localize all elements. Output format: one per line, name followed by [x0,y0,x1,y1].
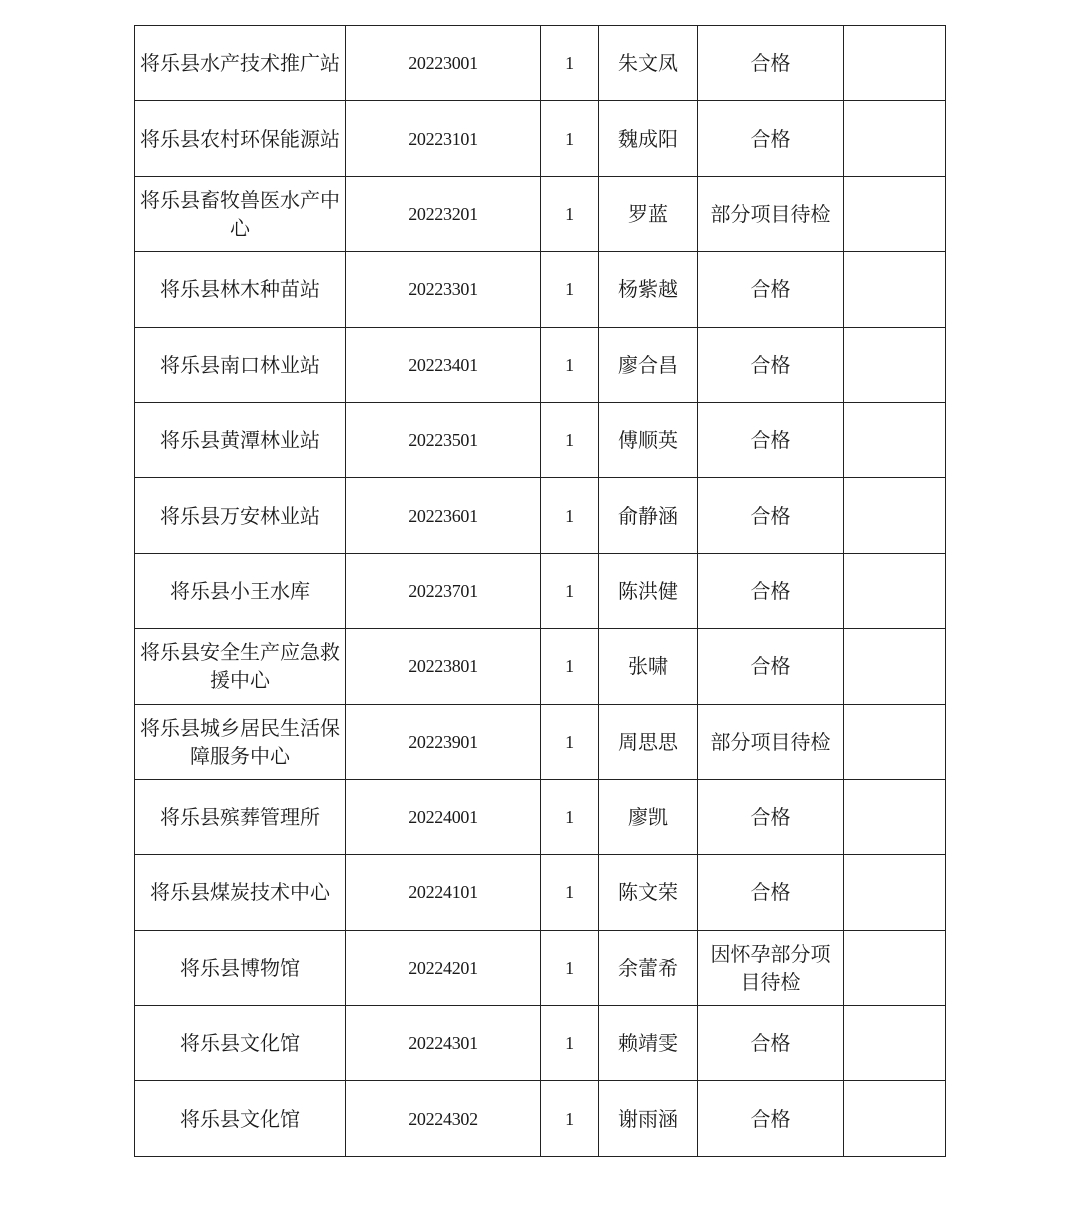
table-row [135,1006,946,1081]
position-code-cell [346,101,541,176]
candidate-name-text: 杨紫越 [618,277,678,302]
exam-result-cell [698,402,844,477]
position-code-cell [346,1081,541,1156]
exam-result-cell [698,26,844,101]
position-code-text: 20223101 [408,128,478,149]
employer-unit-cell [135,176,346,251]
position-code-text: 20223001 [408,53,478,74]
position-code-text: 20224201 [408,957,478,978]
employer-unit-text: 将乐县小王水库 [170,578,310,603]
employer-unit-cell [135,1006,346,1081]
exam-result-text: 部分项目待检 [710,729,831,754]
candidate-name-cell [599,26,698,101]
position-code-text: 20224302 [408,1108,478,1129]
remarks-cell [844,101,946,176]
position-code-text: 20223501 [408,430,478,451]
candidate-name-cell [599,176,698,251]
candidate-name-text: 朱文凤 [618,51,678,76]
employer-unit-cell [135,629,346,704]
employer-unit-cell [135,478,346,553]
remarks-cell [844,1006,946,1081]
position-code-cell [346,26,541,101]
exam-result-text: 合格 [750,1031,791,1056]
employer-unit-cell [135,553,346,628]
candidate-name-cell [599,252,698,327]
employer-unit-text: 将乐县黄潭林业站 [160,428,320,453]
hire-count-cell [541,478,599,553]
employer-unit-text: 将乐县城乡居民生活保障服务中心 [140,715,340,768]
candidate-name-text: 赖靖雯 [618,1031,678,1056]
candidate-name-cell [599,553,698,628]
table-row [135,101,946,176]
hire-count-text: 1 [565,354,574,375]
table-row [135,704,946,779]
hire-count-text: 1 [565,128,574,149]
hire-count-text: 1 [565,203,574,224]
table-row [135,855,946,930]
candidate-name-cell [599,1006,698,1081]
exam-result-cell [698,101,844,176]
exam-result-cell [698,855,844,930]
hire-count-text: 1 [565,957,574,978]
hire-count-cell [541,629,599,704]
remarks-cell [844,855,946,930]
candidate-name-text: 魏成阳 [618,126,678,151]
exam-result-text: 合格 [750,654,791,679]
hire-count-cell [541,930,599,1005]
employer-unit-text: 将乐县煤炭技术中心 [150,880,330,905]
position-code-text: 20223301 [408,279,478,300]
exam-result-cell [698,553,844,628]
hire-count-cell [541,101,599,176]
candidate-name-text: 谢雨涵 [618,1106,678,1131]
exam-result-cell [698,1006,844,1081]
hire-count-text: 1 [565,580,574,601]
employer-unit-cell [135,855,346,930]
position-code-cell [346,779,541,854]
exam-result-text: 合格 [750,277,791,302]
position-code-text: 20223801 [408,656,478,677]
employer-unit-text: 将乐县林木种苗站 [160,277,320,302]
exam-result-text: 合格 [750,578,791,603]
exam-result-text: 合格 [750,880,791,905]
exam-result-text: 合格 [750,428,791,453]
exam-result-text: 合格 [750,352,791,377]
candidate-name-cell [599,855,698,930]
table-row [135,553,946,628]
candidate-name-text: 俞静涵 [618,503,678,528]
employer-unit-text: 将乐县博物馆 [180,955,300,980]
position-code-cell [346,478,541,553]
exam-result-cell [698,629,844,704]
exam-result-text: 部分项目待检 [710,201,831,226]
position-code-cell [346,629,541,704]
employer-unit-text: 将乐县文化馆 [180,1106,300,1131]
position-code-text: 20224001 [408,807,478,828]
position-code-cell [346,553,541,628]
remarks-cell [844,629,946,704]
hire-count-cell [541,855,599,930]
table-row [135,176,946,251]
hire-count-text: 1 [565,731,574,752]
position-code-cell [346,704,541,779]
employer-unit-cell [135,930,346,1005]
exam-result-cell [698,1081,844,1156]
candidate-name-cell [599,402,698,477]
position-code-text: 20223201 [408,203,478,224]
results-table-body [135,26,946,1157]
employer-unit-cell [135,402,346,477]
candidate-name-text: 陈洪健 [618,578,678,603]
position-code-cell [346,176,541,251]
remarks-cell [844,1081,946,1156]
hire-count-text: 1 [565,53,574,74]
remarks-cell [844,252,946,327]
hire-count-text: 1 [565,1033,574,1054]
hire-count-cell [541,704,599,779]
candidate-name-text: 罗蓝 [628,201,668,226]
remarks-cell [844,176,946,251]
position-code-text: 20223701 [408,580,478,601]
employer-unit-text: 将乐县南口林业站 [160,352,320,377]
employer-unit-cell [135,704,346,779]
position-code-cell [346,402,541,477]
remarks-cell [844,553,946,628]
employer-unit-text: 将乐县农村环保能源站 [140,126,340,151]
hire-count-cell [541,252,599,327]
candidate-name-cell [599,327,698,402]
exam-result-text: 因怀孕部分项目待检 [710,941,831,994]
candidate-name-cell [599,1081,698,1156]
remarks-cell [844,402,946,477]
hire-count-cell [541,402,599,477]
table-row [135,402,946,477]
results-table-container [134,25,945,1157]
employer-unit-text: 将乐县万安林业站 [160,503,320,528]
candidate-name-text: 廖凯 [628,805,668,830]
position-code-cell [346,855,541,930]
employer-unit-cell [135,101,346,176]
table-row [135,252,946,327]
employer-unit-cell [135,779,346,854]
hire-count-text: 1 [565,656,574,677]
exam-result-cell [698,176,844,251]
hire-count-text: 1 [565,430,574,451]
employer-unit-cell [135,327,346,402]
employer-unit-cell [135,1081,346,1156]
employer-unit-cell [135,26,346,101]
remarks-cell [844,26,946,101]
position-code-text: 20224101 [408,882,478,903]
exam-result-text: 合格 [750,503,791,528]
position-code-text: 20223401 [408,354,478,375]
position-code-text: 20223601 [408,505,478,526]
table-row [135,629,946,704]
exam-result-cell [698,327,844,402]
hire-count-text: 1 [565,505,574,526]
exam-result-cell [698,930,844,1005]
hire-count-cell [541,176,599,251]
table-row [135,478,946,553]
table-row [135,26,946,101]
candidate-name-text: 张啸 [628,654,668,679]
hire-count-text: 1 [565,882,574,903]
exam-result-text: 合格 [750,51,791,76]
exam-result-cell [698,704,844,779]
hire-count-cell [541,1006,599,1081]
position-code-cell [346,327,541,402]
employer-unit-cell [135,252,346,327]
results-table [134,25,946,1157]
hire-count-cell [541,553,599,628]
hire-count-text: 1 [565,279,574,300]
table-row [135,327,946,402]
candidate-name-cell [599,779,698,854]
remarks-cell [844,327,946,402]
exam-result-cell [698,252,844,327]
candidate-name-cell [599,478,698,553]
exam-result-cell [698,478,844,553]
exam-result-text: 合格 [750,1106,791,1131]
remarks-cell [844,779,946,854]
hire-count-cell [541,327,599,402]
table-row [135,779,946,854]
candidate-name-text: 廖合昌 [618,352,678,377]
candidate-name-text: 周思思 [618,729,678,754]
candidate-name-text: 傅顺英 [618,428,678,453]
candidate-name-cell [599,629,698,704]
position-code-cell [346,1006,541,1081]
hire-count-text: 1 [565,807,574,828]
hire-count-cell [541,779,599,854]
hire-count-text: 1 [565,1108,574,1129]
candidate-name-cell [599,101,698,176]
remarks-cell [844,478,946,553]
hire-count-cell [541,26,599,101]
employer-unit-text: 将乐县水产技术推广站 [140,51,340,76]
exam-result-text: 合格 [750,126,791,151]
table-row [135,930,946,1005]
candidate-name-text: 陈文荣 [618,880,678,905]
position-code-text: 20224301 [408,1033,478,1054]
employer-unit-text: 将乐县殡葬管理所 [160,805,320,830]
employer-unit-text: 将乐县文化馆 [180,1031,300,1056]
exam-result-cell [698,779,844,854]
candidate-name-cell [599,930,698,1005]
position-code-text: 20223901 [408,731,478,752]
position-code-cell [346,252,541,327]
employer-unit-text: 将乐县安全生产应急救援中心 [140,640,340,693]
position-code-cell [346,930,541,1005]
remarks-cell [844,930,946,1005]
exam-result-text: 合格 [750,805,791,830]
candidate-name-text: 余蕾希 [618,955,678,980]
table-row [135,1081,946,1156]
hire-count-cell [541,1081,599,1156]
employer-unit-text: 将乐县畜牧兽医水产中心 [140,187,340,240]
candidate-name-cell [599,704,698,779]
remarks-cell [844,704,946,779]
